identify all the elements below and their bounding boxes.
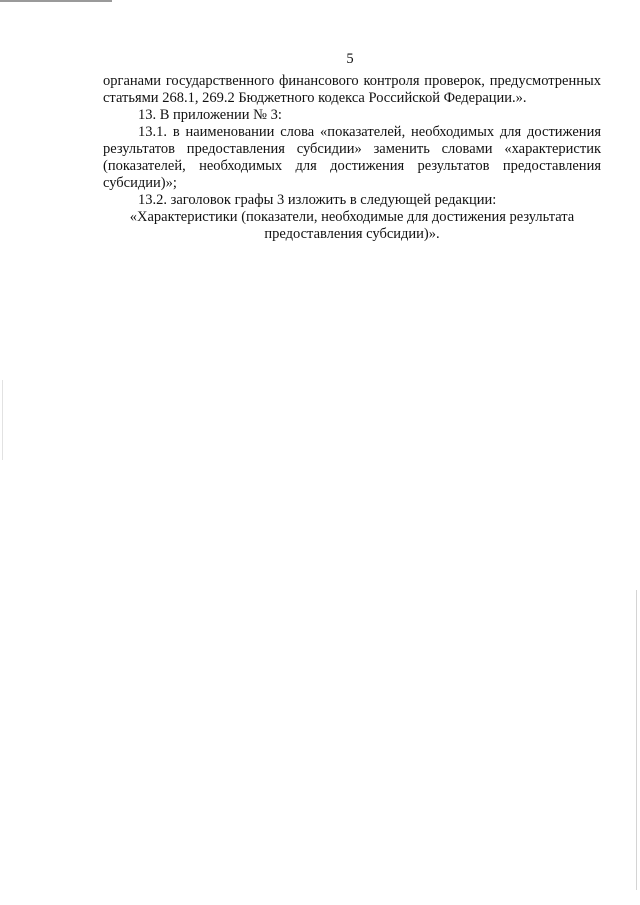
paragraph-3-line-3: (показателей, необходимых для достижения результатов предоставления [103,158,601,174]
scan-edge-left [2,380,3,460]
document-body [103,73,601,243]
scan-edge-top [0,0,112,2]
paragraph-3-line-2: результатов предоставления субсидии» заменить словами «характеристик [103,141,601,157]
scan-edge-right [636,590,637,890]
paragraph-3-line-1: 13.1. в наименовании слова «показателей, необходимых для достижения [138,124,601,140]
paragraph-2: 13. В приложении № 3: [138,107,282,123]
paragraph-1-line-2: статьями 268.1, 269.2 Бюджетного кодекса Российской Федерации.». [103,90,527,106]
page-number: 5 [346,51,354,67]
paragraph-3-line-4: субсидии)»; [103,175,177,191]
quote-line-1: «Характеристики (показатели, необходимые для достижения результата [129,209,575,225]
paragraph-1-line-1: органами государственного финансового контроля проверок, предусмотренных [103,73,601,89]
quote-line-2: предоставления субсидии)». [264,226,440,242]
paragraph-4: 13.2. заголовок графы 3 изложить в следующей редакции: [138,192,497,208]
